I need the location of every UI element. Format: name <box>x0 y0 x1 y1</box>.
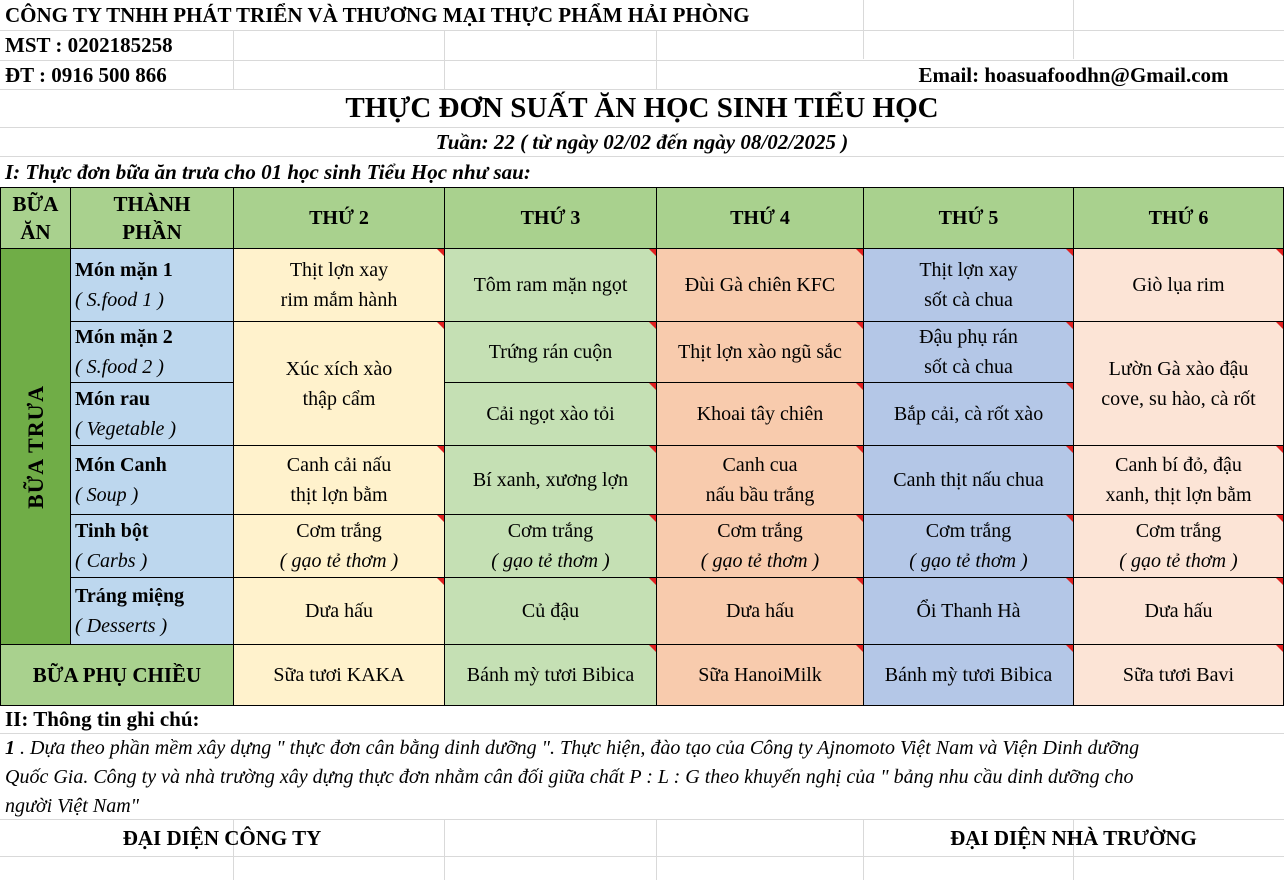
comment-marker <box>856 322 863 329</box>
company-name: CÔNG TY TNHH PHÁT TRIỂN VÀ THƯƠNG MẠI THỰC PHẨM HẢI PHÒNG <box>5 3 750 27</box>
mon-carbs <box>233 514 445 578</box>
component-main-1 <box>70 248 234 322</box>
mon-snack: Sữa tươi KAKA <box>233 644 445 706</box>
lunch-label: BỮA TRƯA <box>22 384 48 509</box>
component-soup <box>70 445 234 515</box>
wed-carbs <box>656 514 864 578</box>
comment-marker <box>649 383 656 390</box>
day-header-thu: THỨ 5 <box>863 187 1074 249</box>
day-header-wed: THỨ 4 <box>656 187 864 249</box>
dish-note: ( gạo tẻ thơm ) <box>700 550 820 572</box>
dish-note: ( gạo tẻ thơm ) <box>1119 550 1238 572</box>
component-name: Tráng miệng <box>75 585 185 607</box>
dish-note: ( gạo tẻ thơm ) <box>491 550 610 572</box>
note-text: . Dựa theo phần mềm xây dựng " thực đơn cân bằng dinh dưỡng ". Thực hiện, đào tạo của Công ty Ajnomoto Việt Nam và Viện Dinh dưỡng <box>15 737 1140 759</box>
comment-marker <box>1066 515 1073 522</box>
note-line-2: Quốc Gia. Công ty và nhà trường xây dựng thực đơn nhằm cân đối giữa chất P : L : G theo khuyến nghị của " bảng nhu cầu dinh dưỡng cho <box>5 766 1134 788</box>
dish-line: Cơm trắng <box>1135 520 1222 542</box>
fri-main-2-vegetable <box>1073 321 1284 446</box>
dish-line: cove, su hào, cà rốt <box>1101 387 1256 410</box>
comment-marker <box>1276 645 1283 652</box>
dish-line: Thịt lợn xay <box>289 259 389 281</box>
email-address: Email: hoasuafoodhn@Gmail.com <box>918 63 1229 87</box>
tue-snack: Bánh mỳ tươi Bibica <box>444 644 657 706</box>
fri-main-1: Giò lụa rim <box>1073 248 1284 322</box>
dish-line: sốt cà chua <box>924 289 1013 311</box>
wed-vegetable: Khoai tây chiên <box>656 382 864 446</box>
component-carbs <box>70 514 234 578</box>
component-name: Tinh bột <box>75 520 149 542</box>
comment-marker <box>1276 515 1283 522</box>
comment-marker <box>437 446 444 453</box>
dish-line: sốt cà chua <box>924 356 1013 378</box>
comment-marker <box>649 322 656 329</box>
wed-snack: Sữa HanoiMilk <box>656 644 864 706</box>
component-dessert <box>70 577 234 645</box>
comment-marker <box>1066 322 1073 329</box>
dish-line: nấu bầu trắng <box>705 484 815 506</box>
tue-vegetable: Cải ngọt xào tỏi <box>444 382 657 446</box>
dish-line: Canh bí đỏ, đậu <box>1115 454 1242 476</box>
component-name: Món mặn 2 <box>75 326 173 348</box>
mon-soup <box>233 445 445 515</box>
tue-dessert: Củ đậu <box>444 577 657 645</box>
comment-marker <box>649 645 656 652</box>
comment-marker <box>856 446 863 453</box>
dish-line: rim mắm hành <box>280 289 398 311</box>
dish-line: Cơm trắng <box>507 520 594 542</box>
phone-number: ĐT : 0916 500 866 <box>5 63 167 87</box>
note-line-1 <box>5 734 1281 763</box>
comment-marker <box>1276 322 1283 329</box>
thu-dessert: Ổi Thanh Hà <box>863 577 1074 645</box>
comment-marker <box>649 446 656 453</box>
comment-marker <box>856 515 863 522</box>
comment-marker <box>437 515 444 522</box>
week-range: Tuần: 22 ( từ ngày 02/02 đến ngày 08/02/2025 ) <box>435 129 849 154</box>
tue-main-2: Trứng rán cuộn <box>444 321 657 383</box>
component-main-2 <box>70 321 234 383</box>
component-english: ( S.food 2 ) <box>75 356 164 378</box>
snack-row-label: BỮA PHỤ CHIỀU <box>0 644 234 706</box>
component-english: ( Carbs ) <box>75 550 148 572</box>
comment-marker <box>437 249 444 256</box>
thu-main-1 <box>863 248 1074 322</box>
component-english: ( Soup ) <box>75 484 139 506</box>
component-name: Món Canh <box>75 454 167 476</box>
thu-vegetable: Bắp cải, cà rốt xào <box>863 382 1074 446</box>
comment-marker <box>1066 446 1073 453</box>
comment-marker <box>1276 446 1283 453</box>
dish-line: thịt lợn bằm <box>290 484 388 506</box>
dish-line: Thịt lợn xay <box>919 259 1018 281</box>
page-title: THỰC ĐƠN SUẤT ĂN HỌC SINH TIỂU HỌC <box>345 92 939 124</box>
section-2-heading: II: Thông tin ghi chú: <box>5 707 200 731</box>
dish-line: Cơm trắng <box>296 520 382 542</box>
meal-column-header: BỮA ĂN <box>0 187 71 249</box>
mon-main-1 <box>233 248 445 322</box>
wed-main-1: Đùi Gà chiên KFC <box>656 248 864 322</box>
thu-soup: Canh thịt nấu chua <box>863 445 1074 515</box>
dish-line: xanh, thịt lợn bằm <box>1105 484 1252 506</box>
comment-marker <box>1066 645 1073 652</box>
day-header-fri: THỨ 6 <box>1073 187 1284 249</box>
comment-marker <box>856 383 863 390</box>
dish-line: Cơm trắng <box>717 520 803 542</box>
note-number: 1 <box>5 737 15 759</box>
dish-line: Canh cải nấu <box>286 454 392 476</box>
comment-marker <box>649 515 656 522</box>
comment-marker <box>856 249 863 256</box>
comment-marker <box>856 578 863 585</box>
comment-marker <box>437 578 444 585</box>
day-header-tue: THỨ 3 <box>444 187 657 249</box>
dish-line: Cơm trắng <box>925 520 1012 542</box>
dish-line: Đậu phụ rán <box>919 326 1018 348</box>
dish-note: ( gạo tẻ thơm ) <box>279 550 399 572</box>
dish-line: thập cẩm <box>302 387 376 410</box>
section-1-heading: I: Thực đơn bữa ăn trưa cho 01 học sinh Tiểu Học như sau: <box>5 159 531 184</box>
wed-dessert: Dưa hấu <box>656 577 864 645</box>
company-representative: ĐẠI DIỆN CÔNG TY <box>122 825 322 850</box>
fri-soup <box>1073 445 1284 515</box>
component-column-header: THÀNH PHẦN <box>70 187 234 249</box>
fri-snack: Sữa tươi Bavi <box>1073 644 1284 706</box>
dish-line: Lườn Gà xào đậu <box>1108 357 1249 380</box>
mon-dessert: Dưa hấu <box>233 577 445 645</box>
comment-marker <box>1066 249 1073 256</box>
comment-marker <box>1066 578 1073 585</box>
note-line-3: người Việt Nam" <box>5 795 140 817</box>
wed-soup <box>656 445 864 515</box>
component-vegetable <box>70 382 234 446</box>
comment-marker <box>437 322 444 329</box>
dish-line: Xúc xích xào <box>285 357 393 380</box>
tue-carbs <box>444 514 657 578</box>
component-english: ( S.food 1 ) <box>75 289 164 311</box>
tue-soup: Bí xanh, xương lợn <box>444 445 657 515</box>
component-name: Món mặn 1 <box>75 259 173 281</box>
mon-main-2-vegetable <box>233 321 445 446</box>
thu-carbs <box>863 514 1074 578</box>
fri-dessert: Dưa hấu <box>1073 577 1284 645</box>
comment-marker <box>649 249 656 256</box>
dish-note: ( gạo tẻ thơm ) <box>909 550 1028 572</box>
comment-marker <box>856 645 863 652</box>
wed-main-2: Thịt lợn xào ngũ sắc <box>656 321 864 383</box>
school-representative: ĐẠI DIỆN NHÀ TRƯỜNG <box>950 825 1197 850</box>
thu-snack: Bánh mỳ tươi Bibica <box>863 644 1074 706</box>
comment-marker <box>1276 578 1283 585</box>
fri-carbs <box>1073 514 1284 578</box>
component-name: Món rau <box>75 388 150 410</box>
component-english: ( Vegetable ) <box>75 418 177 440</box>
comment-marker <box>649 578 656 585</box>
lunch-label-cell <box>0 248 71 645</box>
comment-marker <box>1276 249 1283 256</box>
note-paragraph <box>5 734 1281 819</box>
tax-code: MST : 0202185258 <box>5 33 173 57</box>
comment-marker <box>1066 383 1073 390</box>
tue-main-1: Tôm ram mặn ngọt <box>444 248 657 322</box>
component-english: ( Desserts ) <box>75 615 168 637</box>
thu-main-2 <box>863 321 1074 383</box>
dish-line: Canh cua <box>722 454 798 476</box>
day-header-mon: THỨ 2 <box>233 187 445 249</box>
